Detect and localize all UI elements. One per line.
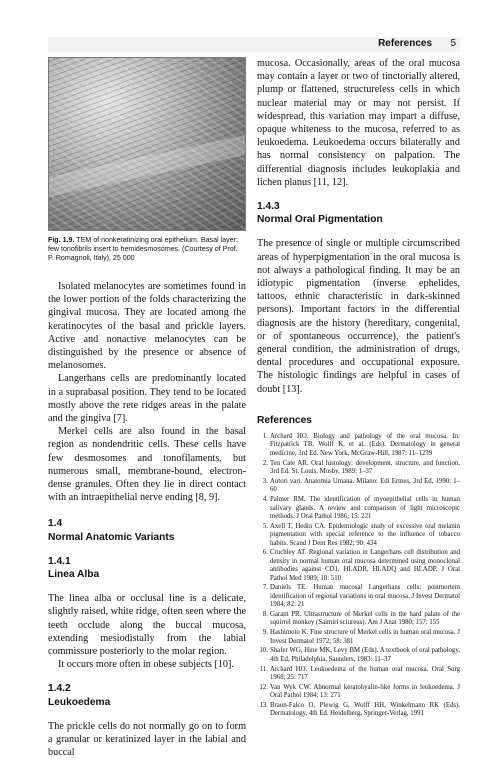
page-number: 5 bbox=[450, 38, 456, 49]
reference-text: Garant PR. Ultrastructure of Merkel cells in the hard palate of the squirrel monkey (Saimiri sciureus). Am J Anat 1980; 157: 155 bbox=[270, 610, 460, 627]
section-title-normal-anatomic-variants: Normal Anatomic Variants bbox=[48, 531, 175, 543]
reference-item bbox=[257, 549, 460, 583]
reference-text: Hashimoto K. Fine structure of Merkel cells in human oral mucosa. J Invest Dermatol 1972; 58: 381 bbox=[270, 629, 460, 645]
reference-number: 4. bbox=[262, 496, 268, 504]
figure-caption bbox=[48, 236, 244, 263]
reference-item bbox=[257, 460, 460, 477]
paragraph-pigmentation: The presence of single or multiple circumscribed areas of hyperpigmentation in the oral mucosa is not always a pathological finding. It may be an idiotypic pigmentation (inverse ephelides, tattoos, ethnic characteristic in dark-skinned persons). Important factors in the differential diagnosis are the history (hereditary, congenital, or of spontaneous occurrence), the patient's general condition, the administration of drugs, dental procedures and occupational exposure. The histologic findings are helpful in cases of doubt [13]. bbox=[257, 238, 460, 395]
reference-text: Braun-Falco O, Plewig G, Wolff HH, Winkelmann RK (Eds). Dermatology, 4th Ed. Heidelberg, Springer-Verlag, 1991 bbox=[270, 701, 460, 718]
reference-number: 7. bbox=[262, 584, 268, 592]
reference-number: 5. bbox=[262, 522, 268, 530]
figure-caption-text: TEM of nonkeratinizing oral epithelium. Basal layer: few tonofibrils insert to hemidesmosomes. (Courtesy of Prof. P. Romagnoli, Italy), 25 000 bbox=[48, 236, 238, 262]
section-number-1-4: 1.4 bbox=[48, 518, 63, 530]
references-heading: References bbox=[257, 414, 312, 426]
reference-item bbox=[257, 666, 460, 683]
figure-label: Fig. 1.9. bbox=[48, 236, 75, 244]
reference-text: Van Wyk CW. Abnormal keratohyalin-like forms in leukoedema. J Oral Pathol 1984; 13: 271 bbox=[270, 683, 460, 700]
running-header-section: References bbox=[378, 38, 432, 49]
reference-number: 11. bbox=[259, 665, 268, 673]
reference-item bbox=[257, 584, 460, 609]
reference-item bbox=[257, 496, 460, 521]
reference-number: 6. bbox=[262, 549, 268, 557]
tem-micrograph-image bbox=[48, 57, 246, 231]
reference-item bbox=[257, 611, 460, 628]
reference-text: Daniels TE. Human mucosal Langerhans cells: postmortem identification of regional variations in oral mucosa. J Invest Dermatol 1984; 82: 21 bbox=[270, 584, 460, 609]
paragraph-linea-alba: The linea alba or occlusal line is a delicate, slightly raised, white ridge, often seen where the teeth occlude along the buccal mucosa, extending mesiodistally from the labial commissure posteriorly to the molar region. bbox=[48, 593, 246, 658]
reference-text: Shafer WG, Hine MK, Levy BM (Eds). A textbook of oral pathology, 4th Ed, Philadelphia, Saunders, 1983: 11–37 bbox=[270, 647, 460, 663]
section-title-linea-alba: Linea Alba bbox=[48, 569, 100, 581]
reference-text: Cruchley AT. Regional variation in Langerhans cell distribution and density in normal human oral mucosa determined using monoclonal antibodies against CD1, HLADR, HLADQ and HLADP. J Oral Pathol Med 1989; 18: 510 bbox=[270, 549, 460, 582]
reference-number: 2. bbox=[262, 459, 268, 467]
reference-number: 1. bbox=[262, 433, 268, 441]
reference-number: 3. bbox=[262, 477, 268, 485]
reference-text: Palmer RM. The identification of myoepithelial cells in human salivary glands. A review and comparison of light microscopic methods. J Oral Pathol 1986; 15: 221 bbox=[270, 496, 460, 520]
section-number-1-4-3: 1.4.3 bbox=[257, 201, 280, 213]
reference-item bbox=[257, 478, 460, 495]
paragraph-melanocytes: Isolated melanocytes are sometimes found in the lower portion of the folds characterizing the gingival mucosa. They are located among the keratinocytes of the basal and prickle layers. Active and nonactive melanocytes can be distinguished by the presence or absence of melanosomes. bbox=[48, 281, 246, 372]
paragraph-langerhans: Langerhans cells are predominantly located in a suprabasal position. They tend to be located mostly above the rete ridges areas in the palate and the gingiva [7]. bbox=[48, 373, 246, 425]
right-column bbox=[257, 57, 460, 720]
reference-text: Autori vari. Anatomia Umana. Milano: Edi Ermes, 3rd Ed, 1990: 1–60 bbox=[270, 477, 460, 494]
reference-item bbox=[257, 523, 460, 548]
reference-item bbox=[257, 629, 460, 646]
reference-item bbox=[257, 684, 460, 701]
left-column bbox=[48, 280, 246, 760]
section-title-leukoedema: Leukoedema bbox=[48, 696, 111, 708]
reference-number: 12. bbox=[259, 683, 268, 691]
reference-text: Ten Cate AR. Oral histology: development, structure, and function, 3rd Ed. St. Louis, Mosby, 1989: 1–37 bbox=[270, 459, 460, 476]
paragraph-leukoedema-continued: mucosa. Occasionally, areas of the oral mucosa may contain a layer or two of tinctorially altered, plump or flattened, structureless cells in which nuclear material may or may not persist. If widespread, this variation may impart a diffuse, opaque whiteness to the mucosa, referred to as leukoedema. Leukoedema occurs bilaterally and has normal consistency on palpation. The differential diagnosis includes leukoplakia and lichen planus [11, 12]. bbox=[257, 58, 460, 188]
references-list bbox=[257, 433, 460, 719]
micrograph-basal-layer-band bbox=[49, 135, 245, 197]
reference-text: Axell T, Hedin CA. Epidemiologic study of excessive oral melanin pigmentation with special reference to the influence of tobacco habits. Scand J Dent Res 1982; 90: 434 bbox=[270, 522, 460, 547]
section-title-normal-oral-pigmentation: Normal Oral Pigmentation bbox=[257, 214, 383, 226]
section-number-1-4-2: 1.4.2 bbox=[48, 683, 71, 695]
section-number-1-4-1: 1.4.1 bbox=[48, 555, 71, 567]
reference-number: 9. bbox=[262, 629, 268, 637]
reference-number: 10. bbox=[259, 647, 268, 655]
reference-item bbox=[257, 647, 460, 664]
reference-text: Archard HO. Biology and pathology of the oral mucosa. In: Fitzpatrick TB, Wolff K, et al. (Eds). Dermatology in general medicine, 3rd Ed. New York, McGraw-Hill, 1987: 11–1239 bbox=[270, 433, 460, 457]
reference-item bbox=[257, 702, 460, 719]
reference-item bbox=[257, 433, 460, 458]
running-header bbox=[48, 37, 460, 52]
reference-number: 8. bbox=[262, 610, 268, 618]
reference-number: 13. bbox=[259, 701, 268, 709]
paragraph-merkel: Merkel cells are also found in the basal region as nondendritic cells. These cells have few desmosomes and tonofilaments, but numerous small, membrane-bound, electron-dense granules. Often they lie in direct contact with an intraepithelial nerve ending [8, 9]. bbox=[48, 426, 246, 504]
paragraph-prickle-cells: The prickle cells do not normally go on to form a granular or keratinized layer in the labial and buccal bbox=[48, 720, 246, 759]
paragraph-obese-subjects: It occurs more often in obese subjects [10]. bbox=[58, 659, 234, 671]
reference-text: Archard HO. Leukoedema of the human oral mucosa. Oral Surg 1968; 25: 717 bbox=[270, 665, 460, 681]
